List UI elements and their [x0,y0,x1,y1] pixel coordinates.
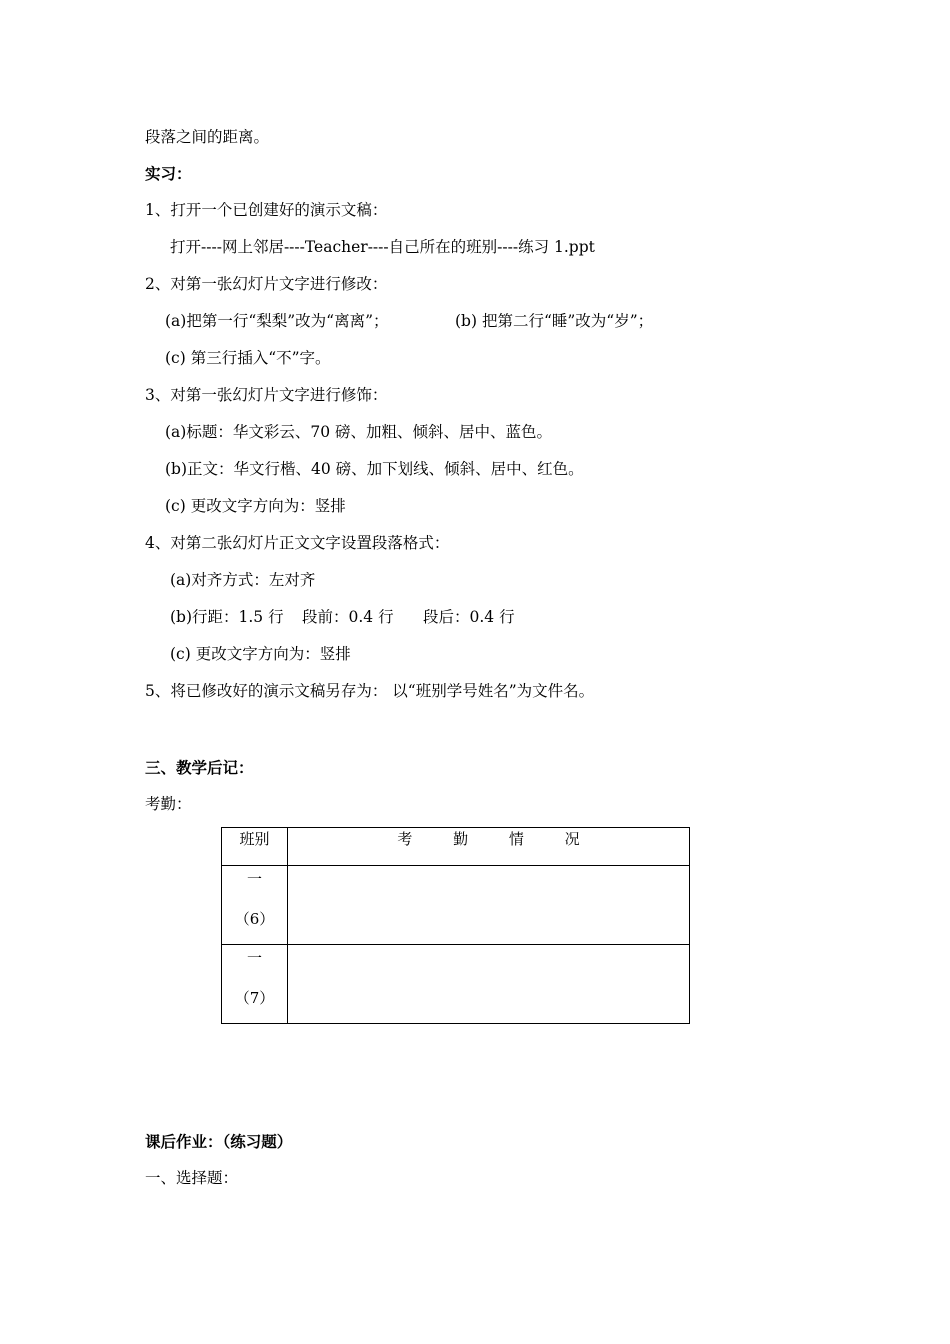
status-cell [288,866,690,945]
class-grade: 一 [246,949,262,967]
step-3-c: (c) 更改文字方向为：竖排 [165,497,346,515]
step-2: 2、对第一张幻灯片文字进行修改： [145,275,388,293]
step-3-b: (b)正文：华文行楷、40 磅、加下划线、倾斜、居中、红色。 [165,460,584,478]
class-cell [222,945,288,1024]
step-4-b-line-spacing: (b)行距：1.5 行 [170,608,284,626]
step-2-c: (c) 第三行插入“不”字。 [165,349,331,367]
attendance-label: 考勤： [145,795,192,813]
status-cell [288,945,690,1024]
attendance-table [221,827,690,1024]
step-3-a: (a)标题：华文彩云、70 磅、加粗、倾斜、居中、蓝色。 [165,423,552,441]
step-4-b-space-before: 段前：0.4 行 [302,608,394,626]
step-5: 5、将已修改好的演示文稿另存为： 以“班别学号姓名”为文件名。 [145,682,595,700]
intro-text: 段落之间的距离。 [145,128,270,146]
step-4-a: (a)对齐方式：左对齐 [170,571,316,589]
table-row [222,945,690,1024]
header-status-label: 考 勤 情 况 [397,830,598,848]
attendance-header-row [222,828,690,866]
step-4-b-space-after: 段后：0.4 行 [423,608,515,626]
homework-heading: 课后作业：（练习题） [145,1132,293,1151]
practice-heading: 实习： [145,164,192,183]
step-4: 4、对第二张幻灯片正文文字设置段落格式： [145,534,450,552]
step-4-c: (c) 更改文字方向为：竖排 [170,645,351,663]
step-2-a: (a)把第一行“梨梨”改为“离离”； [165,312,389,330]
step-3: 3、对第一张幻灯片文字进行修饰： [145,386,388,404]
notes-heading: 三、教学后记： [145,758,254,777]
step-2-b: (b) 把第二行“睡”改为“岁”； [455,312,654,330]
table-row [222,866,690,945]
header-class: 班别 [222,828,288,866]
header-status [288,828,690,866]
class-number: （6） [234,910,275,928]
class-grade: 一 [246,870,262,888]
class-cell [222,866,288,945]
step-1: 1、打开一个已创建好的演示文稿： [145,201,388,219]
homework-section-1: 一、选择题： [145,1169,239,1187]
step-1-path: 打开----网上邻居----Teacher----自己所在的班别----练习 1.ppt [170,238,595,256]
class-number: （7） [234,989,275,1007]
